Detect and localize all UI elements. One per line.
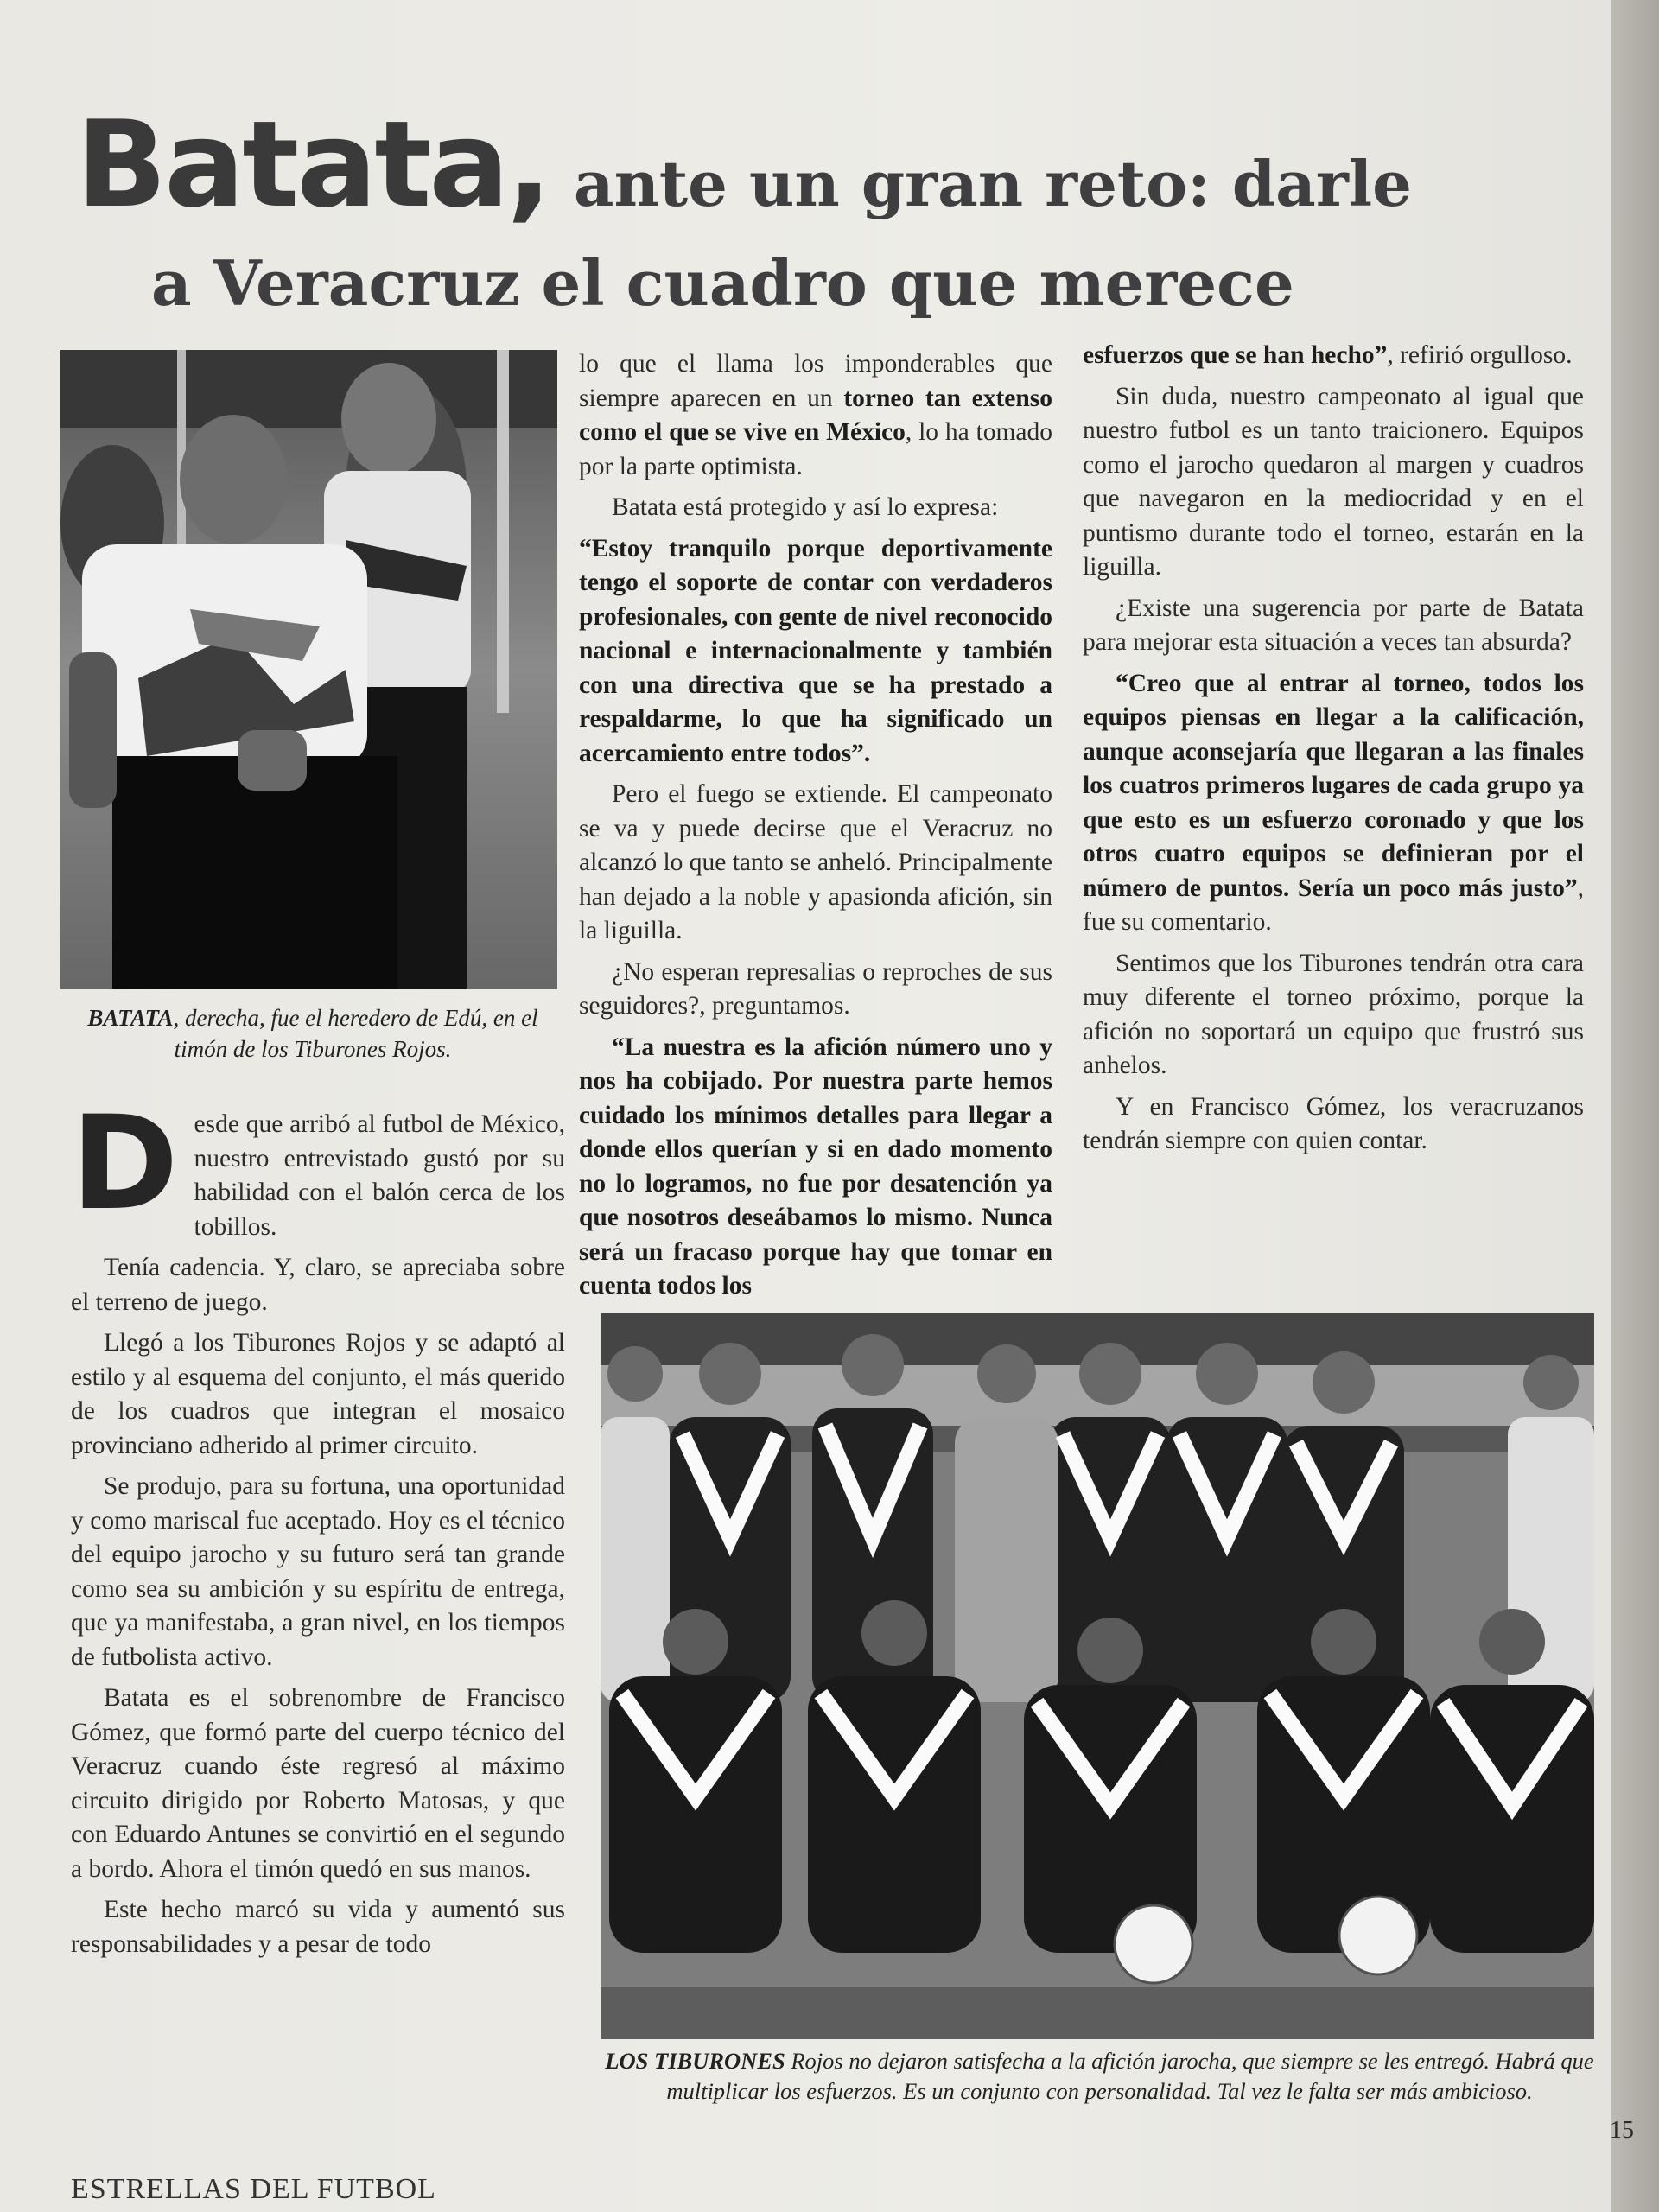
paragraph: Pero el fuego se extiende. El campeonato se va y puede decirse que el Veracruz no alcanzó lo que tanto se anheló. Principalmente han dejado a la noble y apasionda afición, sin la liguilla. <box>579 780 1053 944</box>
paragraph-text: , refirió orgulloso. <box>1387 341 1573 369</box>
paragraph: ¿Existe una sugerencia por parte de Batata para mejorar esta situación a veces tan absurda? <box>1083 594 1584 656</box>
quote: “Estoy tranquilo porque deportivamente tengo el soporte de contar con verdaderos profesionales, con gente de nivel reconocido nacional e internacionalmente y también con una directiva que se ha prestado a respaldarme, lo que ha significado un acercamiento entre todos”. <box>579 534 1052 767</box>
paragraph: Batata es el sobrenombre de Francisco Gómez, que formó parte del cuerpo técnico del Veracruz cuando éste regresó al máximo circuito dirigido por Roberto Matosas, y que con Eduardo Antunes se convirtió en el segundo a bordo. Ahora el timón quedó en sus manos. <box>71 1684 565 1883</box>
quote: “Creo que al entrar al torneo, todos los equipos piensas en llegar a la calificación, aunque aconsejaría que llegaran a las finales los cuatros primeros lugares de cada grupo ya que esto es un esfuerzo coronado y que los otros cuatro equipos se definieran por el número de puntos. Sería un poco más justo” <box>1083 669 1584 902</box>
paragraph-text: , lo ha tomado por la parte optimista. <box>579 418 1053 480</box>
paragraph <box>71 1089 565 1244</box>
photo-coaches-caption <box>62 1002 563 1065</box>
magazine-footer: ESTRELLAS DEL FUTBOL <box>71 2173 436 2205</box>
paragraph: ¿No esperan represalias o reproches de sus seguidores?, preguntamos. <box>579 957 1052 1020</box>
paragraph: Tenía cadencia. Y, claro, se apreciaba sobre el terreno de juego. <box>71 1254 565 1316</box>
headline-name: Batata, <box>76 95 550 234</box>
paragraph-text: esde que arribó al futbol de México, nuestro entrevistado gustó por su habilidad con el balón cerca de los tobillos. <box>194 1110 565 1241</box>
caption-text: Rojos no dejaron satisfecha a la afición jarocha, que siempre se les entregó. Habrá que multiplicar los esfuerzos. Es un conjunto con personalidad. Tal vez le falta ser más ambicioso. <box>666 2048 1594 2104</box>
paragraph: Llegó a los Tiburones Rojos y se adaptó al estilo y al esquema del conjunto, el más querido de los cuadros que integran el mosaico provinciano adherido al primer circuito. <box>71 1329 565 1459</box>
paragraph: Este hecho marcó su vida y aumentó sus responsabilidades y a pesar de todo <box>71 1896 565 1958</box>
paragraph: Sin duda, nuestro campeonato al igual que nuestro futbol es un tanto traicionero. Equipos como el jarocho quedaron al margen y cuadros que navegaron en la mediocridad y en el puntismo durante todo el torneo, estarán en la liguilla. <box>1083 382 1584 581</box>
caption-lead: LOS TIBURONES <box>605 2048 785 2074</box>
headline-line-2: a Veracruz el cuadro que merece <box>151 246 1294 320</box>
photo-team <box>601 1313 1594 2039</box>
photo-team-caption <box>605 2046 1594 2107</box>
caption-text: , derecha, fue el heredero de Edú, en el timón de los Tiburones Rojos. <box>173 1005 538 1062</box>
article-column-2 <box>579 347 1052 1311</box>
paragraph <box>1083 667 1584 940</box>
caption-lead: BATATA <box>87 1005 174 1031</box>
quote: “La nuestra es la afición número uno y nos ha cobijado. Por nuestra parte hemos cuidado los mínimos detalles para llegar a donde ellos querían y si en dado momento no lo logramos, no fue por desatención ya que nosotros deseábamos lo mismo. Nunca será un fracaso porque hay que tomar en cuenta todos los <box>579 1033 1052 1300</box>
article-column-1 <box>71 1089 565 1968</box>
paragraph: Batata está protegido y así lo expresa: <box>612 493 999 521</box>
paragraph-text: lo que el llama los imponderables que siempre aparecen en un <box>579 350 1052 412</box>
page-number: 15 <box>1610 2117 1634 2144</box>
paragraph-bold: torneo tan extenso como el que se vive en México <box>579 384 1052 446</box>
article-column-3 <box>1083 339 1584 1166</box>
paragraph-text: , fue su comentario. <box>1083 874 1584 936</box>
page-edge <box>1611 0 1659 2212</box>
paragraph <box>1083 339 1584 373</box>
drop-cap: D <box>71 1089 179 1239</box>
paragraph: Se produjo, para su fortuna, una oportunidad y como mariscal fue aceptado. Hoy es el técnico del equipo jarocho y su futuro será tan grande como sea su ambición y su espíritu de entrega, que ya manifestaba, a gran nivel, en los tiempos de futbolista activo. <box>71 1472 565 1671</box>
headline-rest: ante un gran reto: darle <box>573 147 1412 220</box>
paragraph: Y en Francisco Gómez, los veracruzanos tendrán siempre con quien contar. <box>1083 1092 1584 1154</box>
paragraph-bold: esfuerzos que se han hecho” <box>1083 341 1388 369</box>
photo-coaches <box>60 350 557 989</box>
paragraph: Sentimos que los Tiburones tendrán otra cara muy diferente el torneo próximo, porque la afición no soportará un equipo que frustró sus anhelos. <box>1083 949 1584 1079</box>
headline-line-1 <box>76 95 1412 234</box>
paragraph <box>579 347 1052 484</box>
